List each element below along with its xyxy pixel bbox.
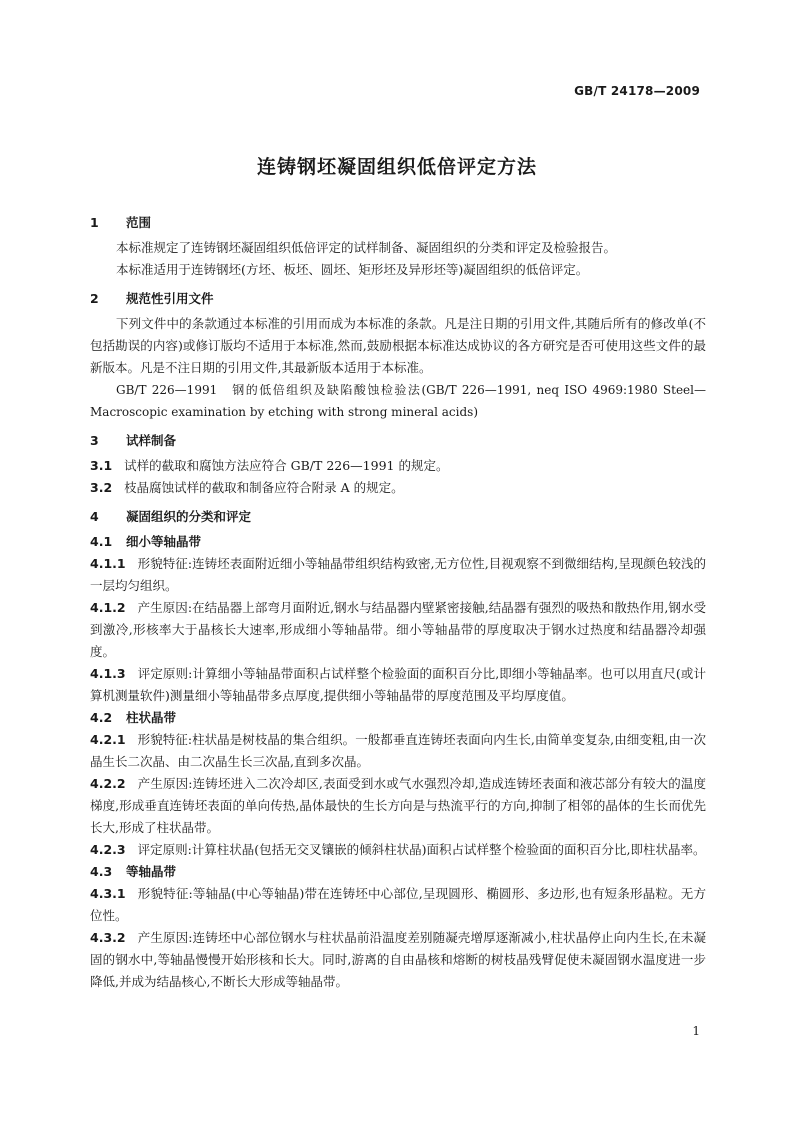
section-number: 2 xyxy=(90,291,99,306)
paragraph: 下列文件中的条款通过本标准的引用而成为本标准的条款。凡是注日期的引用文件,其随后所有的修改单(不包括勘误的内容)或修订版均不适用于本标准,然而,鼓励根据本标准达成协议的各方研究是否可使用这些文件的最新版本。凡是不注日期的引用文件,其最新版本适用于本标准。 xyxy=(90,316,706,375)
subsection-title: 等轴晶带 xyxy=(126,864,177,879)
clause xyxy=(90,477,706,499)
section-heading xyxy=(90,212,706,234)
section-number: 1 xyxy=(90,215,99,230)
clause-number: 4.3.1 xyxy=(90,886,126,901)
subsection-heading xyxy=(90,707,706,729)
subsection-number: 4.3 xyxy=(90,864,113,879)
section-number: 4 xyxy=(90,509,99,524)
subsection-heading xyxy=(90,861,706,883)
clause-number: 4.3.2 xyxy=(90,930,126,945)
subsection-number: 4.2 xyxy=(90,710,113,725)
clause xyxy=(90,553,706,597)
document-body xyxy=(90,212,706,993)
clause-number: 4.2.2 xyxy=(90,776,126,791)
clause-text: 产生原因:在结晶器上部弯月面附近,钢水与结晶器内壁紧密接触,结晶器有强烈的吸热和散热作用,钢水受到激冷,形核率大于晶核长大速率,形成细小等轴晶带。细小等轴晶带的厚度取决于钢水过热度和结晶器冷却强度。 xyxy=(90,600,706,659)
section-title: 凝固组织的分类和评定 xyxy=(126,509,252,524)
subsection-title: 柱状晶带 xyxy=(126,710,177,725)
clause xyxy=(90,455,706,477)
clause xyxy=(90,839,706,861)
subsection-number: 4.1 xyxy=(90,534,113,549)
clause-text: 产生原因:连铸坯中心部位钢水与柱状晶前沿温度差别随凝壳增厚逐渐减小,柱状晶停止向内生长,在未凝固的钢水中,等轴晶慢慢开始形核和长大。同时,游离的自由晶核和熔断的树枝晶残臂促使未凝固钢水温度进一步降低,并成为结晶核心,不断长大形成等轴晶带。 xyxy=(90,930,706,989)
document-title: 连铸钢坯凝固组织低倍评定方法 xyxy=(256,156,537,178)
clause-number: 4.1.2 xyxy=(90,600,126,615)
subsection-title: 细小等轴晶带 xyxy=(126,534,202,549)
section-title: 试样制备 xyxy=(126,433,177,448)
page-number: 1 xyxy=(692,1024,700,1038)
subsection-heading xyxy=(90,531,706,553)
section-heading xyxy=(90,288,706,310)
clause-number: 4.1.1 xyxy=(90,556,126,571)
clause-text: 产生原因:连铸坯进入二次冷却区,表面受到水或气水强烈冷却,造成连铸坯表面和液芯部分有较大的温度梯度,形成垂直连铸坯表面的单向传热,晶体最快的生长方向是与热流平行的方向,抑制了相邻的晶体的生长而优先长大,形成了柱状晶带。 xyxy=(90,776,706,835)
clause-number: 3.1 xyxy=(90,458,113,473)
section-heading xyxy=(90,506,706,528)
clause xyxy=(90,927,706,993)
clause xyxy=(90,729,706,773)
clause-number: 3.2 xyxy=(90,480,113,495)
section-title: 范围 xyxy=(126,215,152,230)
section-title: 规范性引用文件 xyxy=(126,291,214,306)
clause-text: 形貌特征:柱状晶是树枝晶的集合组织。一般都垂直连铸坯表面向内生长,由简单变复杂,由细变粗,由一次晶生长二次晶、由二次晶生长三次晶,直到多次晶。 xyxy=(90,732,706,769)
paragraph: 本标准规定了连铸钢坯凝固组织低倍评定的试样制备、凝固组织的分类和评定及检验报告。 xyxy=(116,240,617,255)
clause-text: 枝晶腐蚀试样的截取和制备应符合附录 A 的规定。 xyxy=(124,480,404,495)
clause-text: 试样的截取和腐蚀方法应符合 GB/T 226—1991 的规定。 xyxy=(124,458,449,473)
section-number: 3 xyxy=(90,433,99,448)
clause xyxy=(90,773,706,839)
section-heading xyxy=(90,430,706,452)
clause xyxy=(90,883,706,927)
normative-reference: GB/T 226—1991 钢的低倍组织及缺陷酸蚀检验法(GB/T 226—1991, neq ISO 4969:1980 Steel—Macroscopic examination by etching with strong mineral acids) xyxy=(90,383,706,419)
clause xyxy=(90,597,706,663)
clause-text: 评定原则:计算柱状晶(包括无交叉镶嵌的倾斜柱状晶)面积占试样整个检验面的面积百分比,即柱状晶率。 xyxy=(137,842,706,857)
clause-text: 形貌特征:等轴晶(中心等轴晶)带在连铸坯中心部位,呈现圆形、椭圆形、多边形,也有短条形晶粒。无方位性。 xyxy=(90,886,706,923)
clause xyxy=(90,663,706,707)
standard-number: GB/T 24178—2009 xyxy=(574,84,700,98)
clause-number: 4.2.3 xyxy=(90,842,126,857)
clause-number: 4.2.1 xyxy=(90,732,126,747)
clause-text: 形貌特征:连铸坯表面附近细小等轴晶带组织结构致密,无方位性,目视观察不到微细结构,呈现颜色较浅的一层均匀组织。 xyxy=(90,556,706,593)
paragraph: 本标准适用于连铸钢坯(方坯、板坯、圆坯、矩形坯及异形坯等)凝固组织的低倍评定。 xyxy=(116,262,589,277)
clause-number: 4.1.3 xyxy=(90,666,126,681)
clause-text: 评定原则:计算细小等轴晶带面积占试样整个检验面的面积百分比,即细小等轴晶率。也可以用直尺(或计算机测量软件)测量细小等轴晶带多点厚度,提供细小等轴晶带的厚度范围及平均厚度值。 xyxy=(90,666,706,703)
